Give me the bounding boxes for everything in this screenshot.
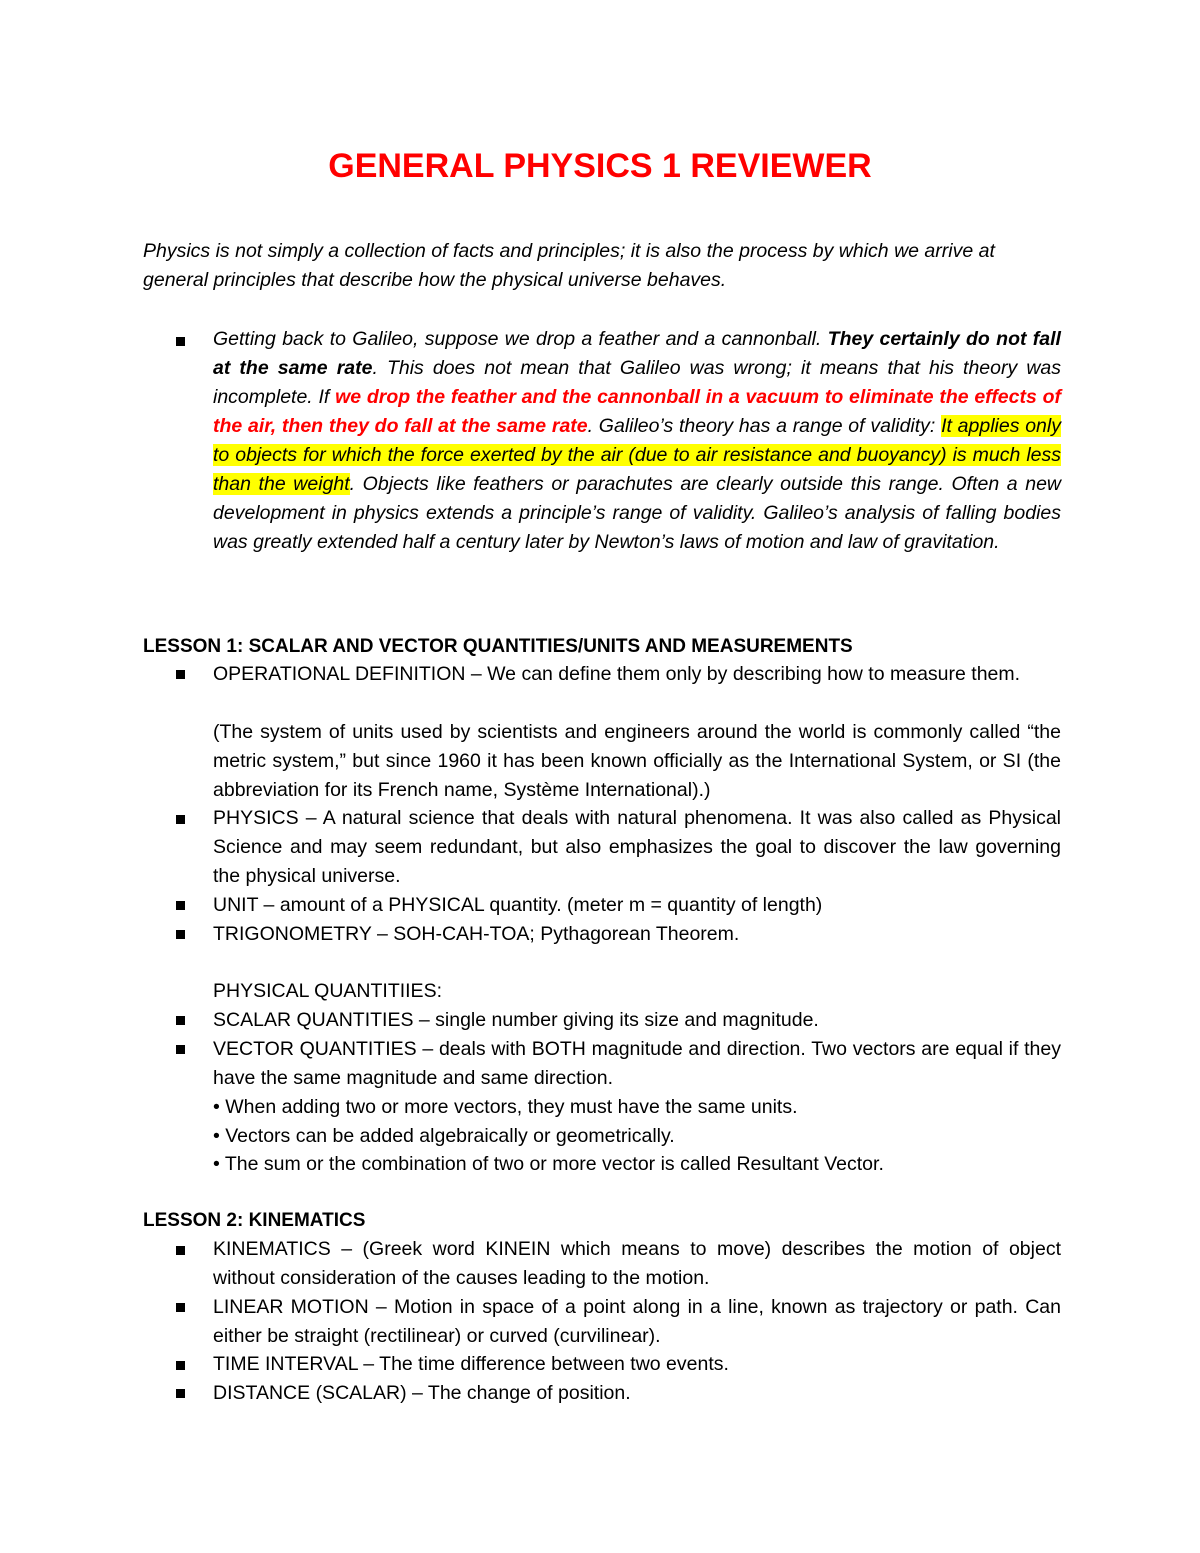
- operational-definition-item: [176, 660, 1061, 689]
- time-interval-item: [176, 1350, 1061, 1379]
- trigonometry-text: TRIGONOMETRY – SOH-CAH-TOA; Pythagorean Theorem.: [213, 923, 740, 945]
- galileo-text-1: Getting back to Galileo, suppose we drop a feather and a cannonball.: [213, 328, 828, 350]
- galileo-text-4: . Objects like feathers or parachutes are clearly outside this range. Often a new development in physics extends a principle’s range of validity. Galileo’s analysis of falling bodies was greatly extended half a century later by Newton’s laws of motion and law of gravitation.: [213, 473, 1062, 553]
- distance-item: [176, 1379, 1061, 1408]
- trigonometry-item: [176, 920, 1061, 949]
- linear-motion-item: [176, 1293, 1061, 1351]
- vector-subpoint: • When adding two or more vectors, they must have the same units.: [213, 1096, 798, 1118]
- galileo-bold-text: They certainly do not fall at the same rate: [213, 328, 1061, 379]
- time-interval-text: TIME INTERVAL – The time difference between two events.: [213, 1353, 729, 1375]
- vector-subpoint: • The sum or the combination of two or more vector is called Resultant Vector.: [213, 1153, 884, 1175]
- scalar-text: SCALAR QUANTITIES – single number giving its size and magnitude.: [213, 1009, 819, 1031]
- operational-definition-text: OPERATIONAL DEFINITION – We can define them only by describing how to measure them.: [213, 663, 1021, 685]
- physical-quantities-label: PHYSICAL QUANTITIIES:: [213, 980, 442, 1002]
- page-title: GENERAL PHYSICS 1 REVIEWER: [328, 147, 872, 185]
- linear-motion-text: LINEAR MOTION – Motion in space of a point along in a line, known as trajectory or path. Can either be straight (rectilinear) or curved (curvilinear).: [213, 1296, 1061, 1347]
- physics-item: [176, 804, 1061, 891]
- si-note-text: (The system of units used by scientists and engineers around the world is commonly called “the metric system,” but since 1960 it has been known officially as the International System, or SI (the abbreviation for its French name, Système International).): [213, 721, 1061, 801]
- galileo-highlighted-text: It applies only to objects for which the force exerted by the air (due to air resistance and buoyancy) is much less than the weight: [213, 415, 1061, 495]
- si-note: [176, 718, 1061, 805]
- scalar-item: [176, 1006, 1061, 1035]
- kinematics-item: [176, 1235, 1061, 1293]
- physics-text: PHYSICS – A natural science that deals with natural phenomena. It was also called as Physical Science and may seem redundant, but also emphasizes the goal to discover the law governing the physical universe.: [213, 807, 1061, 887]
- galileo-paragraph: [176, 325, 1061, 557]
- galileo-text-2: . This does not mean that Galileo was wrong; it means that his theory was incomplete. If: [213, 357, 1061, 408]
- galileo-red-text: we drop the feather and the cannonball in a vacuum to eliminate the effects of the air, then they do fall at the same rate: [213, 386, 1061, 437]
- lesson1-heading: LESSON 1: SCALAR AND VECTOR QUANTITIES/UNITS AND MEASUREMENTS: [143, 636, 853, 657]
- unit-item: [176, 891, 1061, 920]
- unit-text: UNIT – amount of a PHYSICAL quantity. (meter m = quantity of length): [213, 894, 823, 916]
- vector-subpoint: • Vectors can be added algebraically or geometrically.: [213, 1125, 675, 1147]
- vector-item: [176, 1035, 1061, 1093]
- lesson2-heading: LESSON 2: KINEMATICS: [143, 1210, 366, 1231]
- vector-text: VECTOR QUANTITIES – deals with BOTH magnitude and direction. Two vectors are equal if they have the same magnitude and same direction.: [213, 1038, 1061, 1089]
- distance-text: DISTANCE (SCALAR) – The change of position.: [213, 1382, 631, 1404]
- galileo-text-3: . Galileo’s theory has a range of validity:: [587, 415, 942, 437]
- kinematics-text: KINEMATICS – (Greek word KINEIN which means to move) describes the motion of object without consideration of the causes leading to the motion.: [213, 1238, 1061, 1289]
- intro-paragraph: Physics is not simply a collection of facts and principles; it is also the process by which we arrive at general principles that describe how the physical universe behaves.: [143, 240, 995, 291]
